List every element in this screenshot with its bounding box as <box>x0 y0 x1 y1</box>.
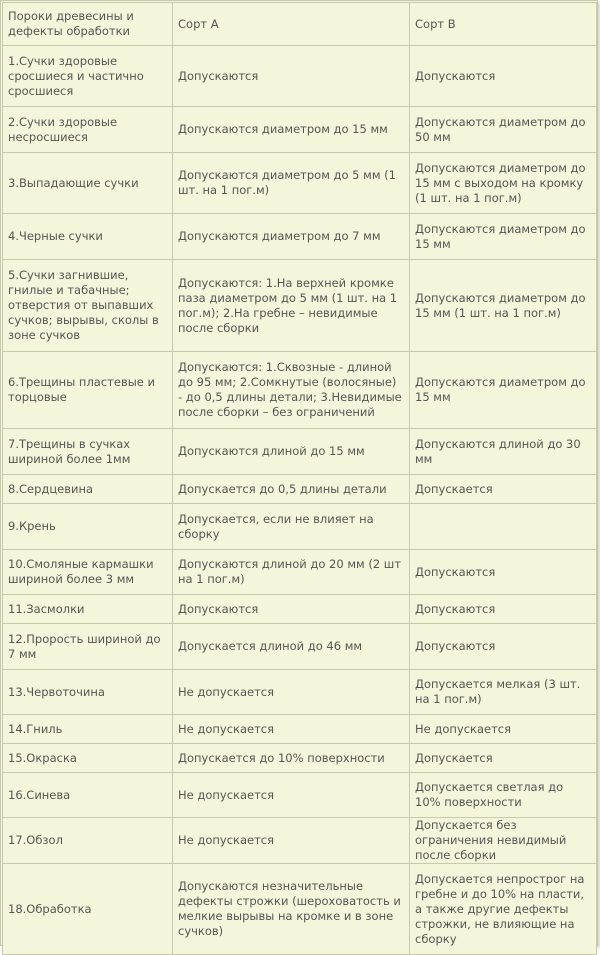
grade-b-cell: Допускаются <box>410 624 597 670</box>
defect-cell: 16.Синева <box>3 773 173 818</box>
defect-cell: 14.Гниль <box>3 715 173 744</box>
grade-a-cell: Допускаются: 1.На верхней кромке паза диаметром до 5 мм (1 шт. на 1 пог.м); 2.На гребне – невидимые после сборки <box>173 260 410 352</box>
table-row <box>3 214 597 260</box>
grade-a-cell: Допускается до 10% поверхности <box>173 744 410 773</box>
grade-b-cell: Допускается мелкая (3 шт. на 1 пог.м) <box>410 670 597 715</box>
defect-cell: 8.Сердцевина <box>3 475 173 504</box>
table-row <box>3 352 597 429</box>
grade-a-cell: Допускаются диаметром до 15 мм <box>173 107 410 153</box>
table-row <box>3 744 597 773</box>
grade-b-cell: Допускается светлая до 10% поверхности <box>410 773 597 818</box>
grade-b-cell: Допускаются диаметром до 15 мм <box>410 214 597 260</box>
table-row <box>3 260 597 352</box>
defect-cell: 10.Смоляные кармашки шириной более 3 мм <box>3 550 173 595</box>
grade-b-cell: Допускаются <box>410 46 597 107</box>
table-row <box>3 864 597 955</box>
header-grade-b: Сорт В <box>410 3 597 46</box>
header-defects: Пороки древесины и дефекты обработки <box>3 3 173 46</box>
header-grade-a: Сорт А <box>173 3 410 46</box>
defect-cell: 12.Прорость шириной до 7 мм <box>3 624 173 670</box>
grade-a-cell: Не допускается <box>173 773 410 818</box>
grade-a-cell: Допускаются длиной до 20 мм (2 шт на 1 пог.м) <box>173 550 410 595</box>
grade-a-cell: Допускается, если не влияет на сборку <box>173 504 410 550</box>
defect-cell: 5.Сучки загнившие, гнилые и табачные; отверстия от выпавших сучков; вырывы, сколы в зоне сучков <box>3 260 173 352</box>
table-row <box>3 624 597 670</box>
grade-b-cell: Допускается <box>410 475 597 504</box>
grade-a-cell: Допускаются диаметром до 5 мм (1 шт. на 1 пог.м) <box>173 153 410 214</box>
table-row <box>3 46 597 107</box>
table-row <box>3 504 597 550</box>
grade-b-cell: Допускаются длиной до 30 мм <box>410 429 597 475</box>
defect-cell: 15.Окраска <box>3 744 173 773</box>
table-row <box>3 773 597 818</box>
grade-a-cell: Допускается до 0,5 длины детали <box>173 475 410 504</box>
defect-cell: 18.Обработка <box>3 864 173 955</box>
grade-a-cell: Допускаются <box>173 595 410 624</box>
grade-a-cell: Не допускается <box>173 715 410 744</box>
grade-a-cell: Не допускается <box>173 670 410 715</box>
grade-b-cell <box>410 504 597 550</box>
defect-cell: 7.Трещины в сучках шириной более 1мм <box>3 429 173 475</box>
defect-cell: 11.Засмолки <box>3 595 173 624</box>
table-row <box>3 818 597 864</box>
wood-defects-table <box>2 2 597 955</box>
table-row <box>3 550 597 595</box>
grade-a-cell: Не допускается <box>173 818 410 864</box>
table-header-row <box>3 3 597 46</box>
grade-b-cell: Допускаются диаметром до 15 мм <box>410 352 597 429</box>
grade-b-cell: Допускаются <box>410 595 597 624</box>
grade-b-cell: Допускается <box>410 744 597 773</box>
defect-cell: 4.Черные сучки <box>3 214 173 260</box>
grade-b-cell: Допускаются диаметром до 15 мм (1 шт. на 1 пог.м) <box>410 260 597 352</box>
defect-cell: 17.Обзол <box>3 818 173 864</box>
table-row <box>3 153 597 214</box>
grade-b-cell: Допускаются <box>410 550 597 595</box>
grade-a-cell: Допускается длиной до 46 мм <box>173 624 410 670</box>
table-row <box>3 670 597 715</box>
defect-cell: 13.Червоточина <box>3 670 173 715</box>
defect-cell: 6.Трещины пластевые и торцовые <box>3 352 173 429</box>
defect-cell: 1.Сучки здоровые сросшиеся и частично сросшиеся <box>3 46 173 107</box>
grade-a-cell: Допускаются диаметром до 7 мм <box>173 214 410 260</box>
table-row <box>3 595 597 624</box>
grade-a-cell: Допускаются незначительные дефекты строжки (шероховатость и мелкие вырывы на кромке и в зоне сучков) <box>173 864 410 955</box>
defect-cell: 3.Выпадающие сучки <box>3 153 173 214</box>
grade-b-cell: Допускается непрострог на гребне и до 10% на пласти, а также другие дефекты строжки, не влияющие на сборку <box>410 864 597 955</box>
defect-cell: 9.Крень <box>3 504 173 550</box>
grade-a-cell: Допускаются длиной до 15 мм <box>173 429 410 475</box>
grade-a-cell: Допускаются: 1.Сквозные - длиной до 95 мм; 2.Сомкнутые (волосяные) - до 0,5 длины детали; 3.Невидимые после сборки – без ограничений <box>173 352 410 429</box>
defect-cell: 2.Сучки здоровые несросшиеся <box>3 107 173 153</box>
table-row <box>3 475 597 504</box>
table-row <box>3 429 597 475</box>
grade-a-cell: Допускаются <box>173 46 410 107</box>
grade-b-cell: Допускаются диаметром до 50 мм <box>410 107 597 153</box>
grade-b-cell: Допускаются диаметром до 15 мм с выходом на кромку (1 шт. на 1 пог.м) <box>410 153 597 214</box>
table-row <box>3 107 597 153</box>
grade-b-cell: Допускается без ограничения невидимый после сборки <box>410 818 597 864</box>
grade-b-cell: Не допускается <box>410 715 597 744</box>
table-row <box>3 715 597 744</box>
